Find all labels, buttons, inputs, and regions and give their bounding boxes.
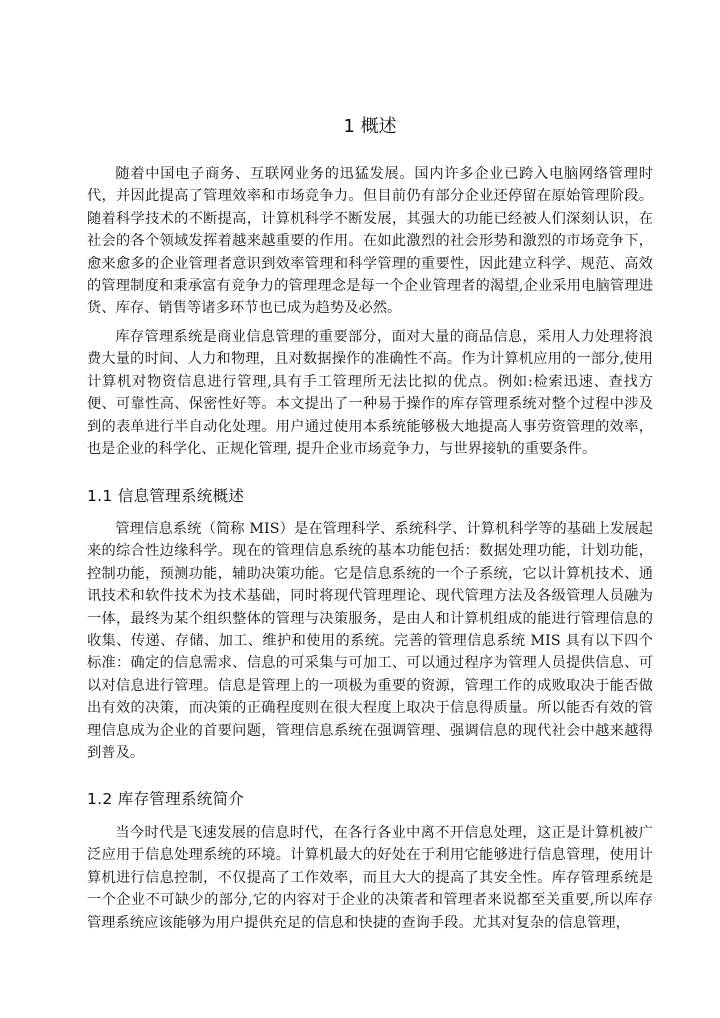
- chapter-title: 1 概述: [343, 116, 397, 137]
- intro-paragraph-1: 随着中国电子商务、互联网业务的迅猛发展。国内许多企业已跨入电脑网络管理时代，并因此提高了管理效率和市场竞争力。但目前仍有部分企业还停留在原始管理阶段。随着科学技术的不断提高，计算机科学不断发展，其强大的功能已经被人们深刻认识，在社会的各个领域发挥着越来越重要的作用。在如此激烈的社会形势和激烈的市场竞争下，愈来愈多的企业管理者意识到效率管理和科学管理的重要性，因此建立科学、规范、高效的管理制度和秉承富有竞争力的管理理念是每一个企业管理者的渴望,企业采用电脑管理进货、库存、销售等诸多环节也已成为趋势及必然。: [87, 166, 653, 317]
- section-1-2-heading: 1.2 库存管理系统简介: [87, 790, 245, 808]
- section-1-1-heading: 1.1 信息管理系统概述: [87, 487, 245, 505]
- intro-paragraph-2: 库存管理系统是商业信息管理的重要部分，面对大量的商品信息，采用人力处理将浪费大量的时间、人力和物理，且对数据操作的准确性不高。作为计算机应用的一部分,使用计算机对物资信息进行管理,具有手工管理所无法比拟的优点。例如:检索迅速、查找方便、可靠性高、保密性好等。本文提出了一种易于操作的库存管理系统对整个过程中涉及到的表单进行半自动化处理。用户通过使用本系统能够极大地提高人事劳资管理的效率，也是企业的科学化、正规化管理, 提升企业市场竞争力，与世界接轨的重要条件。: [87, 329, 653, 458]
- section-1-1-paragraph: 管理信息系统（简称 MIS）是在管理科学、系统科学、计算机科学等的基础上发展起来的综合性边缘科学。现在的管理信息系统的基本功能包括：数据处理功能，计划功能，控制功能，预测功能，辅助决策功能。它是信息系统的一个子系统，它以计算机技术、通讯技术和软件技术为技术基础，同时将现代管理理论、现代管理方法及各级管理人员融为一体，最终为某个组织整体的管理与决策服务，是由人和计算机组成的能进行管理信息的收集、传递、存储、加工、维护和使用的系统。完善的管理信息系统 MIS 具有以下四个标准：确定的信息需求、信息的可采集与可加工、可以通过程序为管理人员提供信息、可以对信息进行管理。信息是管理上的一项极为重要的资源，管理工作的成败取决于能否做出有效的决策，而决策的正确程度则在很大程度上取决于信息得质量。所以能否有效的管理信息成为企业的首要问题，管理信息系统在强调管理、强调信息的现代社会中越来越得到普及。: [87, 521, 653, 762]
- section-1-2-paragraph: 当今时代是飞速发展的信息时代，在各行各业中离不开信息处理，这正是计算机被广泛应用于信息处理系统的环境。计算机最大的好处在于利用它能够进行信息管理，使用计算机进行信息控制，不仅提高了工作效率，而且大大的提高了其安全性。库存管理系统是一个企业不可缺少的部分,它的内容对于企业的决策者和管理者来说都至关重要,所以库存管理系统应该能够为用户提供充足的信息和快捷的查询手段。尤其对复杂的信息管理，: [87, 825, 653, 931]
